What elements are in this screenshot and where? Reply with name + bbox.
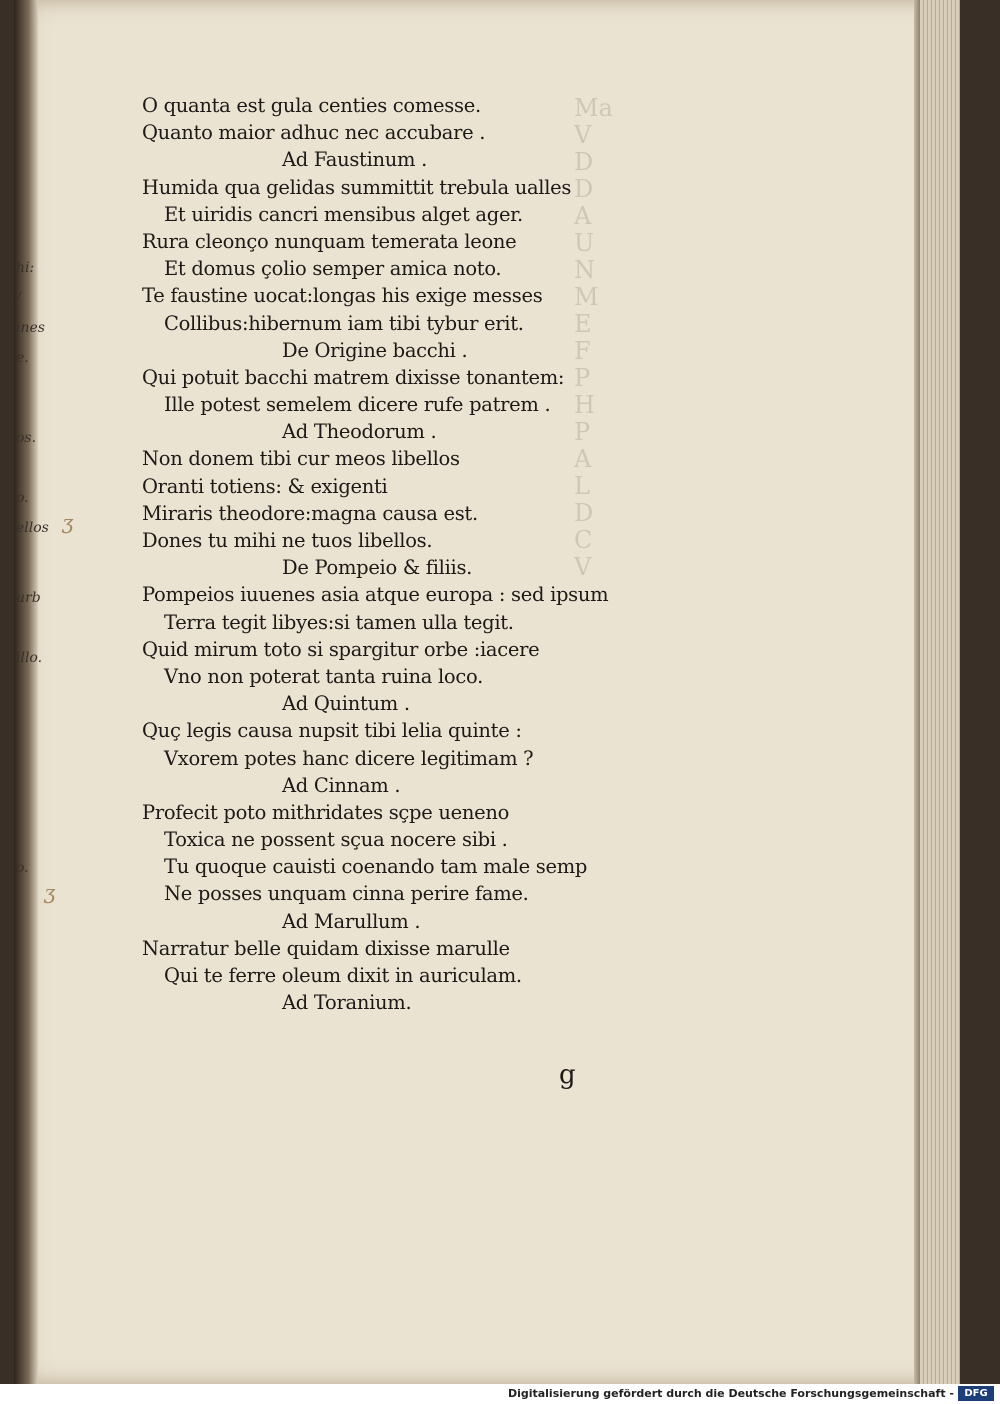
poem-line: Vxorem potes hanc dicere legitimam ? (164, 746, 534, 770)
poem-line: Dones tu mihi ne tuos libellos. (142, 529, 433, 552)
poem-text (132, 92, 652, 1016)
poem-heading: Ad Theodorum . (282, 420, 437, 444)
poem-line: Non donem tibi cur meos libellos (142, 447, 460, 471)
poem-line: O quanta est gula centies comesse. (142, 94, 481, 117)
show-through-text: Ma V D D A U N M E F P H P A L D C V (574, 95, 613, 581)
poem-line: Rura cleonço nunquam temerata leone (142, 229, 517, 253)
previous-page-edge: hi: / ines e. os. o. ellos urb illo. o. (16, 260, 49, 876)
poem-line: Quid mirum toto si spargitur orbe :iacere (142, 637, 540, 661)
poem-line: Collibus:hibernum iam tibi tybur erit. (164, 311, 524, 335)
poem-line: Profecit poto mithridates sçpe ueneno (142, 800, 510, 824)
footer-bar (0, 1384, 1000, 1404)
signature-mark: g (559, 1060, 576, 1090)
poem-line: Toxica ne possent sçua nocere sibi . (164, 828, 508, 852)
poem-line: Tu quoque cauisti coenando tam male semp (164, 855, 588, 879)
dfg-logo: DFG (958, 1386, 994, 1401)
book-page (14, 0, 960, 1384)
footer-credit: Digitalisierung gefördert durch die Deutsche Forschungsgemeinschaft - (507, 1387, 954, 1400)
poem-line: Oranti totiens: & exigenti (142, 474, 388, 498)
poem-heading: Ad Toranium. (282, 991, 412, 1015)
poem-line: Humida qua gelidas summittit trebula ualles (142, 175, 572, 199)
poem-line: Pompeios iuuenes asia atque europa : sed ipsum (142, 583, 609, 607)
poem-line: Quç legis causa nupsit tibi lelia quinte : (142, 719, 522, 743)
poem-heading: Ad Quintum . (282, 692, 410, 716)
poem-line: Te faustine uocat:longas his exige messes (142, 284, 543, 308)
poem-line: Quanto maior adhuc nec accubare . (142, 121, 486, 145)
poem-line: Terra tegit libyes:si tamen ulla tegit. (164, 610, 514, 634)
margin-annotation-mark: ʒ (62, 510, 74, 534)
poem-line: Et domus çolio semper amica noto. (164, 257, 502, 281)
poem-heading: De Pompeio & filiis. (282, 556, 473, 580)
poem-line: Et uiridis cancri mensibus alget ager. (164, 202, 523, 226)
poem-heading: De Origine bacchi . (282, 338, 468, 362)
poem-heading: Ad Marullum . (282, 909, 421, 933)
poem-line: Vno non poterat tanta ruina loco. (164, 664, 483, 688)
margin-annotation-mark: ʒ (44, 880, 56, 904)
poem-line: Qui te ferre oleum dixit in auriculam. (164, 964, 522, 987)
poem-heading: Ad Faustinum . (282, 148, 428, 172)
poem-line: Qui potuit bacchi matrem dixisse tonantem: (142, 365, 565, 389)
poem-line: Ille potest semelem dicere rufe patrem . (164, 393, 551, 417)
poem-line: Ne posses unquam cinna perire fame. (164, 882, 529, 906)
poem-line: Narratur belle quidam dixisse marulle (142, 936, 510, 960)
page-stack-edge (920, 0, 960, 1384)
poem-line: Miraris theodore:magna causa est. (142, 501, 478, 525)
poem-heading: Ad Cinnam . (282, 773, 401, 797)
